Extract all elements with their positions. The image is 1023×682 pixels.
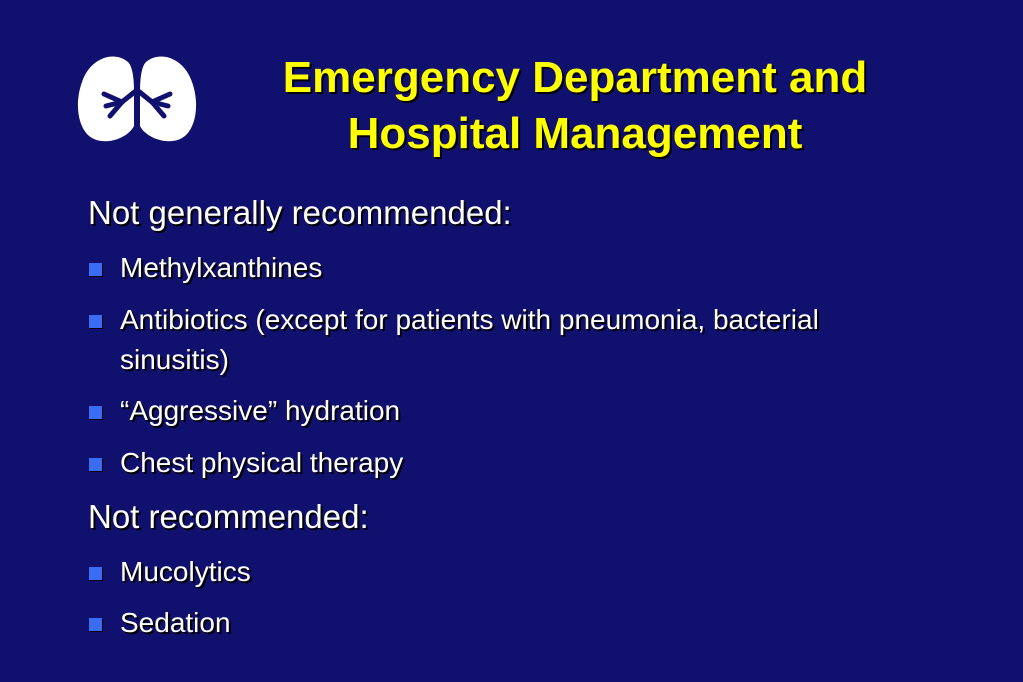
slide-title-line-1: Emergency Department and — [282, 53, 868, 102]
bullet-square-icon — [89, 618, 102, 631]
list-item-text: Mucolytics — [120, 556, 251, 587]
list-item — [88, 248, 908, 288]
list-item — [88, 552, 908, 592]
section-heading-not-recommended: Not recommended: — [88, 498, 369, 535]
list-item-text: Antibiotics (except for patients with pneumonia, bacterial sinusitis) — [120, 304, 819, 375]
bullet-square-icon — [89, 315, 102, 328]
list-item — [88, 603, 908, 643]
lungs-icon — [76, 52, 198, 144]
list-item — [88, 300, 908, 380]
list-item-text: Sedation — [120, 607, 231, 638]
list-item-text: Chest physical therapy — [120, 447, 404, 478]
list-item-text: Methylxanthines — [120, 252, 323, 283]
bullet-square-icon — [89, 567, 102, 580]
bullet-square-icon — [89, 406, 102, 419]
slide-title-line-2: Hospital Management — [347, 109, 803, 158]
slide-title — [190, 50, 960, 162]
list-item-text: “Aggressive” hydration — [120, 395, 401, 426]
section-heading-not-generally-recommended: Not generally recommended: — [88, 194, 512, 231]
bullet-square-icon — [89, 458, 102, 471]
list-item — [88, 391, 908, 431]
bullet-square-icon — [89, 263, 102, 276]
list-item — [88, 443, 908, 483]
